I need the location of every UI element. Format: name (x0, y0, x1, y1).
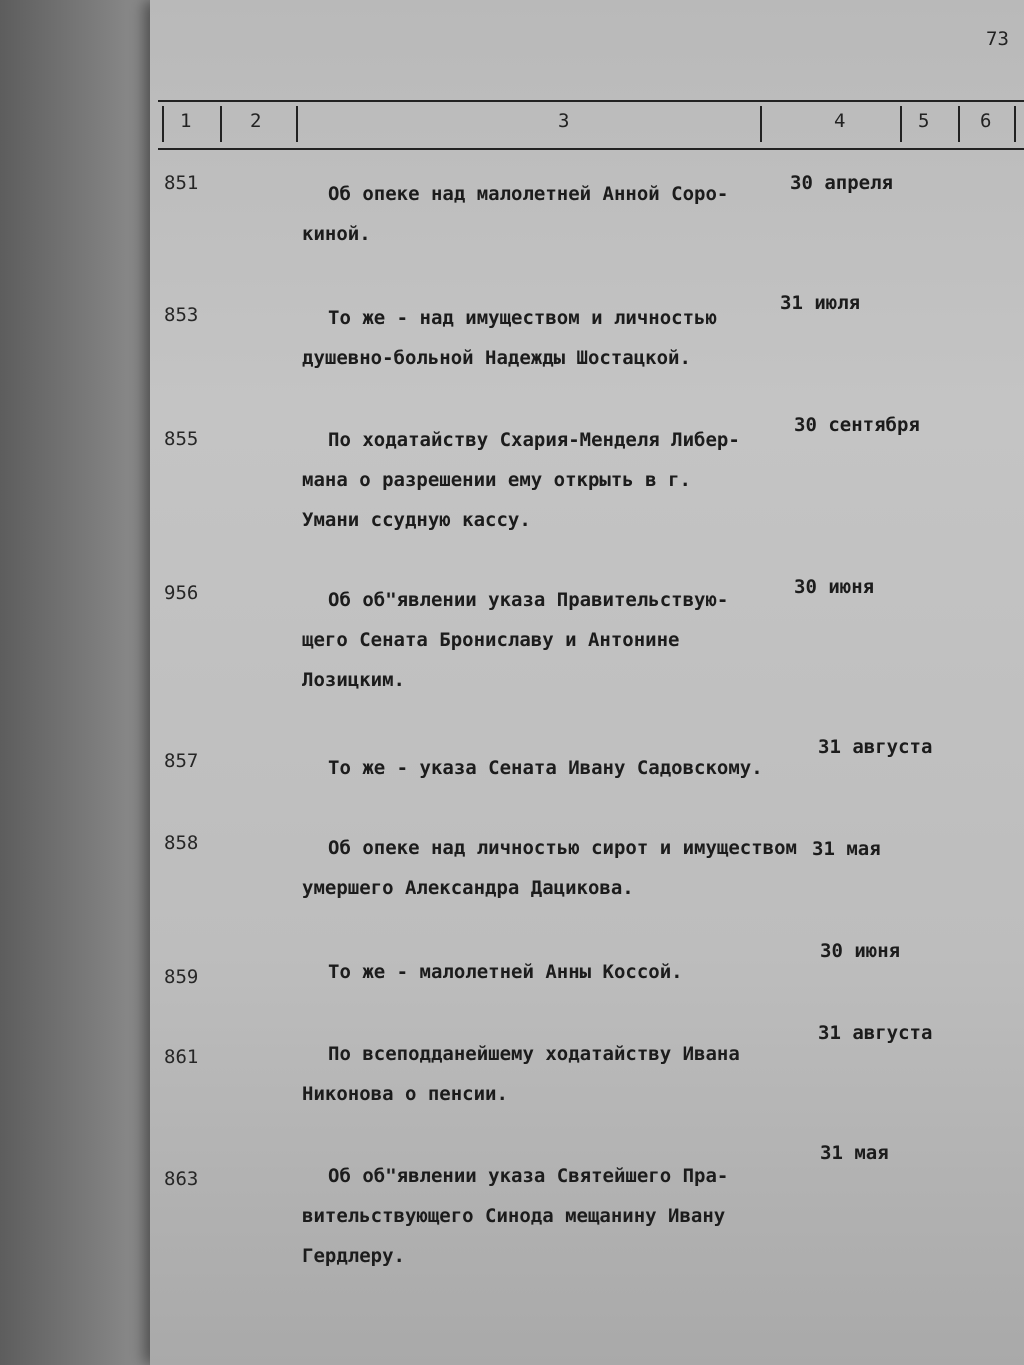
document-page (150, 0, 1024, 1365)
entry-text (302, 952, 782, 992)
entry-text (302, 828, 797, 908)
entry-text-line: мана о разрешении ему открыть в г. (302, 469, 691, 491)
entry-date: 31 августа (818, 736, 933, 758)
entry-date: 30 сентября (794, 414, 920, 436)
entry-number: 855 (164, 428, 199, 450)
entry-text (302, 1034, 782, 1114)
entry-date: 31 июля (780, 292, 861, 314)
entry-text-line: Гердлеру. (302, 1245, 405, 1267)
entry-date: 30 июня (820, 940, 901, 962)
column-header-4: 4 (834, 110, 846, 132)
entry-number: 956 (164, 582, 199, 604)
entry-text (302, 298, 782, 378)
previous-page-edge (0, 0, 150, 1365)
entry-text (302, 174, 782, 254)
entry-number: 859 (164, 966, 199, 988)
entry-text-line: Об об"явлении указа Святейшего Пра- (328, 1165, 729, 1187)
entry-text-line: Об об"явлении указа Правительствую- (328, 589, 729, 611)
entry-text-line: Никонова о пенсии. (302, 1083, 508, 1105)
entry-text-line: То же - указа Сената Ивану Садовскому. (328, 757, 763, 779)
entry-text-line: Умани ссудную кассу. (302, 509, 531, 531)
entry-number: 858 (164, 832, 199, 854)
entry-number: 853 (164, 304, 199, 326)
entry-text-line: душевно-больной Надежды Шостацкой. (302, 347, 691, 369)
column-header-6: 6 (980, 110, 992, 132)
entry-text (302, 1156, 782, 1276)
column-header-2: 2 (250, 110, 262, 132)
entry-text-line: щего Сената Брониславу и Антонине (302, 629, 680, 651)
entry-text-line: По всеподданейшему ходатайству Ивана (328, 1043, 740, 1065)
entry-date: 31 мая (820, 1142, 889, 1164)
column-header-1: 1 (180, 110, 192, 132)
entry-text-line: Лозицким. (302, 669, 405, 691)
register-entries (150, 0, 1024, 1365)
entry-text-line: киной. (302, 223, 371, 245)
entry-number: 863 (164, 1168, 199, 1190)
entry-text-line: Об опеке над личностью сирот и имуществом (328, 837, 797, 859)
entry-text-line: То же - над имуществом и личностью (328, 307, 717, 329)
column-header-3: 3 (558, 110, 570, 132)
entry-number: 851 (164, 172, 199, 194)
entry-number: 861 (164, 1046, 199, 1068)
entry-date: 31 августа (818, 1022, 933, 1044)
entry-text-line: То же - малолетней Анны Коссой. (328, 961, 683, 983)
entry-text-line: умершего Александра Дацикова. (302, 877, 634, 899)
entry-date: 30 апреля (790, 172, 893, 194)
entry-date: 31 мая (812, 838, 881, 860)
entry-date: 30 июня (794, 576, 875, 598)
entry-text-line: Об опеке над малолетней Анной Соро- (328, 183, 729, 205)
entry-text-line: вительствующего Синода мещанину Ивану (302, 1205, 726, 1227)
entry-text (302, 580, 782, 700)
column-header-5: 5 (918, 110, 930, 132)
page-number: 73 (986, 28, 1009, 50)
entry-number: 857 (164, 750, 199, 772)
entry-text (302, 748, 782, 788)
entry-text-line: По ходатайству Схария-Менделя Либер- (328, 429, 740, 451)
entry-text (302, 420, 782, 540)
